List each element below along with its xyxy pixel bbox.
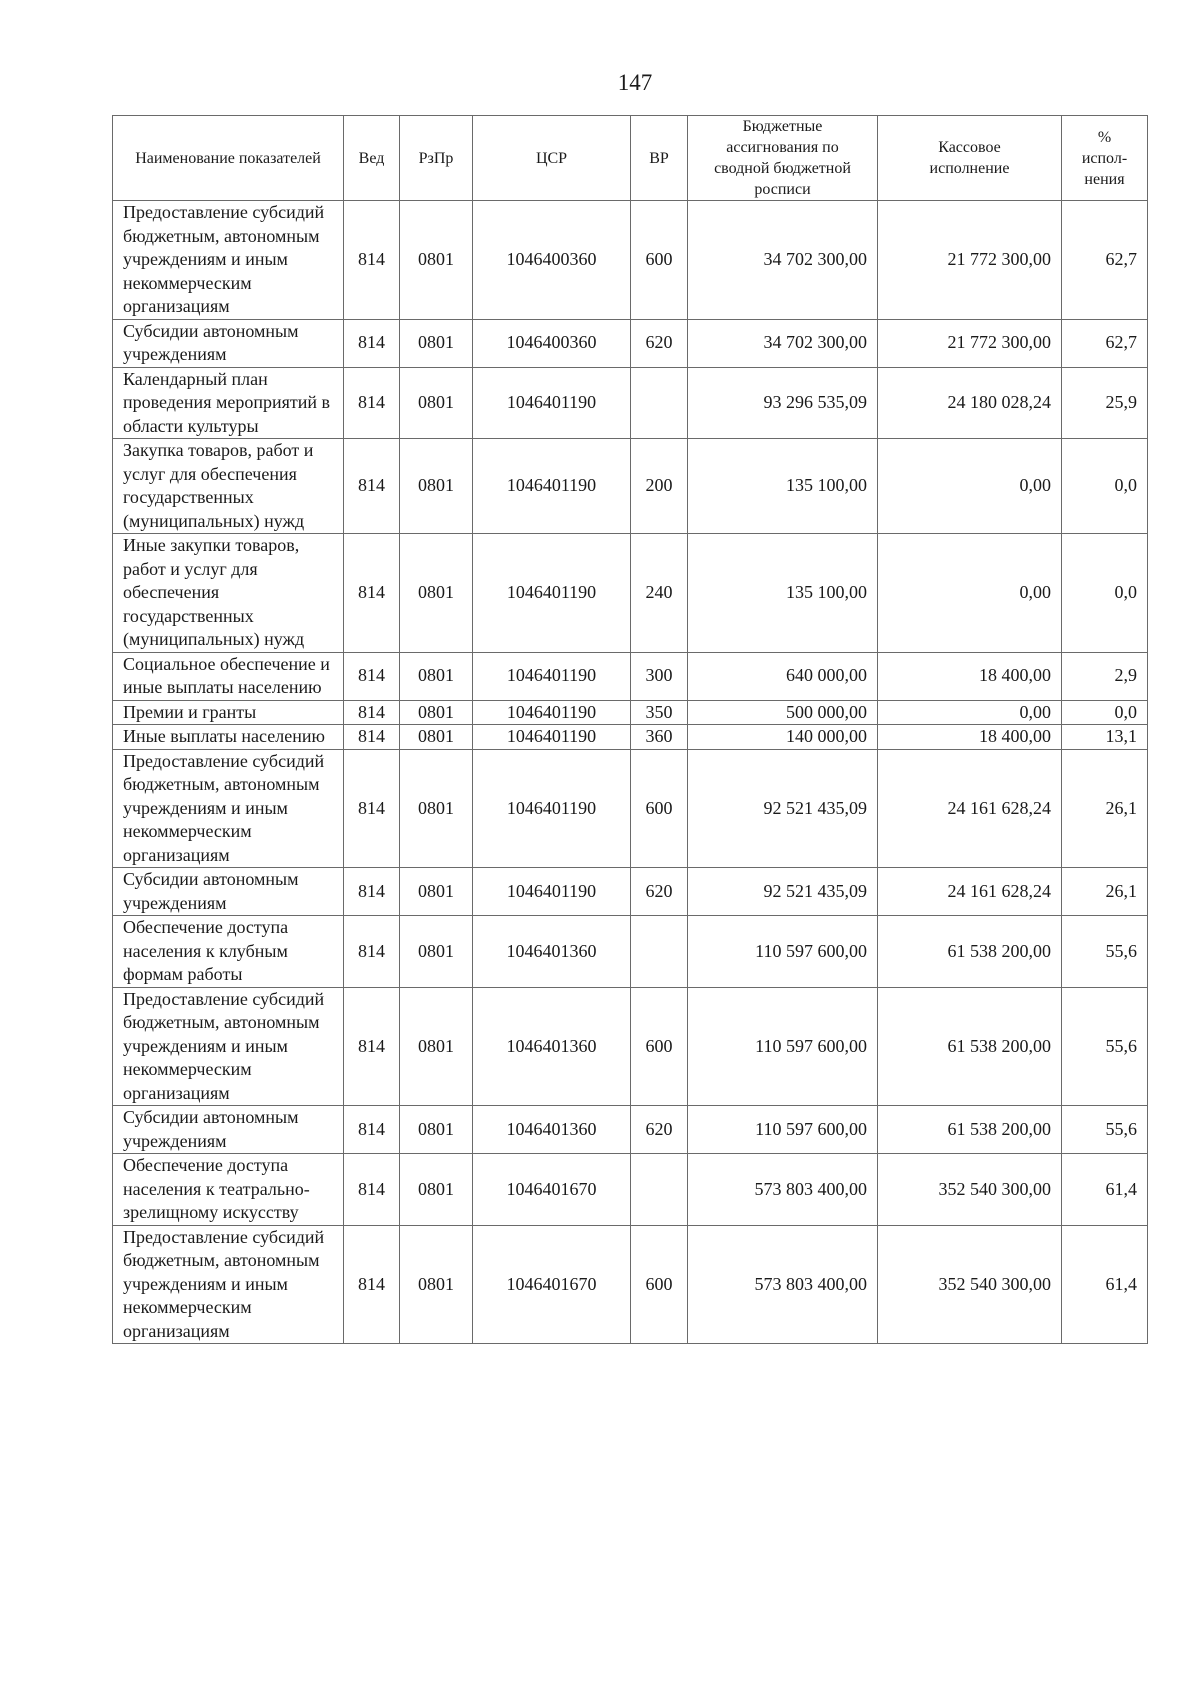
row-vr: 620	[631, 319, 688, 367]
row-cash: 352 540 300,00	[878, 1154, 1062, 1226]
header-budget: Бюджетные ассигнования по сводной бюджетной росписи	[688, 116, 878, 201]
row-name: Иные выплаты населению	[113, 725, 344, 750]
row-vr: 600	[631, 1225, 688, 1344]
row-ved: 814	[344, 439, 400, 534]
header-vr: ВР	[631, 116, 688, 201]
row-budget: 93 296 535,09	[688, 367, 878, 439]
row-ved: 814	[344, 749, 400, 868]
row-name: Предоставление субсидий бюджетным, автономным учреждениям и иным некоммерческим организациям	[113, 987, 344, 1106]
row-percent: 62,7	[1062, 319, 1148, 367]
row-ved: 814	[344, 987, 400, 1106]
row-rzpr: 0801	[400, 1154, 473, 1226]
row-vr: 350	[631, 700, 688, 725]
row-ved: 814	[344, 868, 400, 916]
header-cash: Кассовое исполнение	[878, 116, 1062, 201]
row-ved: 814	[344, 319, 400, 367]
row-cash: 61 538 200,00	[878, 916, 1062, 988]
row-ved: 814	[344, 725, 400, 750]
row-cash: 18 400,00	[878, 725, 1062, 750]
header-name: Наименование показателей	[113, 116, 344, 201]
row-percent: 26,1	[1062, 749, 1148, 868]
table-row	[113, 868, 1148, 916]
table-row	[113, 201, 1148, 320]
row-percent: 0,0	[1062, 439, 1148, 534]
row-cash: 0,00	[878, 534, 1062, 653]
row-cash: 21 772 300,00	[878, 201, 1062, 320]
row-csr: 1046401190	[473, 534, 631, 653]
row-name: Субсидии автономным учреждениям	[113, 1106, 344, 1154]
row-csr: 1046400360	[473, 201, 631, 320]
row-ved: 814	[344, 700, 400, 725]
row-rzpr: 0801	[400, 868, 473, 916]
row-rzpr: 0801	[400, 1106, 473, 1154]
row-vr	[631, 916, 688, 988]
row-ved: 814	[344, 1225, 400, 1344]
row-ved: 814	[344, 652, 400, 700]
row-budget: 34 702 300,00	[688, 201, 878, 320]
row-cash: 0,00	[878, 439, 1062, 534]
row-rzpr: 0801	[400, 1225, 473, 1344]
row-percent: 55,6	[1062, 1106, 1148, 1154]
table-row	[113, 916, 1148, 988]
row-budget: 110 597 600,00	[688, 1106, 878, 1154]
row-csr: 1046401190	[473, 868, 631, 916]
row-vr: 360	[631, 725, 688, 750]
table-row	[113, 652, 1148, 700]
header-ved: Вед	[344, 116, 400, 201]
header-csr: ЦСР	[473, 116, 631, 201]
row-rzpr: 0801	[400, 749, 473, 868]
row-percent: 0,0	[1062, 700, 1148, 725]
row-budget: 92 521 435,09	[688, 749, 878, 868]
row-ved: 814	[344, 534, 400, 653]
row-budget: 135 100,00	[688, 534, 878, 653]
row-name: Премии и гранты	[113, 700, 344, 725]
row-csr: 1046401670	[473, 1225, 631, 1344]
table-row	[113, 725, 1148, 750]
row-budget: 140 000,00	[688, 725, 878, 750]
row-csr: 1046401360	[473, 987, 631, 1106]
row-name: Календарный план проведения мероприятий в области культуры	[113, 367, 344, 439]
row-ved: 814	[344, 367, 400, 439]
row-csr: 1046401190	[473, 367, 631, 439]
row-percent: 55,6	[1062, 987, 1148, 1106]
row-cash: 24 161 628,24	[878, 868, 1062, 916]
row-budget: 110 597 600,00	[688, 987, 878, 1106]
row-name: Предоставление субсидий бюджетным, автономным учреждениям и иным некоммерческим организациям	[113, 201, 344, 320]
table-row	[113, 700, 1148, 725]
row-name: Обеспечение доступа населения к театрально-зрелищному искусству	[113, 1154, 344, 1226]
row-vr: 620	[631, 1106, 688, 1154]
row-rzpr: 0801	[400, 987, 473, 1106]
row-cash: 18 400,00	[878, 652, 1062, 700]
row-cash: 352 540 300,00	[878, 1225, 1062, 1344]
header-percent: % испол-нения	[1062, 116, 1148, 201]
row-vr: 620	[631, 868, 688, 916]
row-budget: 573 803 400,00	[688, 1154, 878, 1226]
header-row	[113, 116, 1148, 201]
row-cash: 24 180 028,24	[878, 367, 1062, 439]
row-cash: 61 538 200,00	[878, 1106, 1062, 1154]
row-csr: 1046400360	[473, 319, 631, 367]
row-budget: 110 597 600,00	[688, 916, 878, 988]
row-ved: 814	[344, 1106, 400, 1154]
row-name: Обеспечение доступа населения к клубным формам работы	[113, 916, 344, 988]
row-percent: 2,9	[1062, 652, 1148, 700]
row-vr: 600	[631, 987, 688, 1106]
row-rzpr: 0801	[400, 700, 473, 725]
row-csr: 1046401360	[473, 1106, 631, 1154]
table-row	[113, 534, 1148, 653]
table-row	[113, 1154, 1148, 1226]
row-percent: 26,1	[1062, 868, 1148, 916]
row-rzpr: 0801	[400, 652, 473, 700]
row-percent: 0,0	[1062, 534, 1148, 653]
row-cash: 61 538 200,00	[878, 987, 1062, 1106]
table-row	[113, 1225, 1148, 1344]
table-row	[113, 749, 1148, 868]
row-csr: 1046401190	[473, 725, 631, 750]
row-rzpr: 0801	[400, 916, 473, 988]
row-csr: 1046401190	[473, 439, 631, 534]
row-percent: 25,9	[1062, 367, 1148, 439]
page-number: 147	[617, 70, 653, 95]
row-rzpr: 0801	[400, 725, 473, 750]
row-budget: 135 100,00	[688, 439, 878, 534]
row-percent: 62,7	[1062, 201, 1148, 320]
row-vr: 200	[631, 439, 688, 534]
row-csr: 1046401190	[473, 700, 631, 725]
row-percent: 13,1	[1062, 725, 1148, 750]
row-rzpr: 0801	[400, 201, 473, 320]
row-budget: 34 702 300,00	[688, 319, 878, 367]
row-name: Иные закупки товаров, работ и услуг для обеспечения государственных (муниципальных) нужд	[113, 534, 344, 653]
row-budget: 500 000,00	[688, 700, 878, 725]
row-cash: 24 161 628,24	[878, 749, 1062, 868]
row-ved: 814	[344, 916, 400, 988]
row-rzpr: 0801	[400, 439, 473, 534]
row-name: Предоставление субсидий бюджетным, автономным учреждениям и иным некоммерческим организациям	[113, 1225, 344, 1344]
row-cash: 21 772 300,00	[878, 319, 1062, 367]
budget-table	[112, 115, 1148, 1344]
row-csr: 1046401190	[473, 652, 631, 700]
row-percent: 61,4	[1062, 1154, 1148, 1226]
row-percent: 55,6	[1062, 916, 1148, 988]
row-vr: 300	[631, 652, 688, 700]
row-csr: 1046401670	[473, 1154, 631, 1226]
row-vr	[631, 367, 688, 439]
row-csr: 1046401360	[473, 916, 631, 988]
table-row	[113, 987, 1148, 1106]
row-vr: 240	[631, 534, 688, 653]
table-row	[113, 367, 1148, 439]
row-ved: 814	[344, 201, 400, 320]
row-cash: 0,00	[878, 700, 1062, 725]
table-row	[113, 1106, 1148, 1154]
row-vr	[631, 1154, 688, 1226]
row-rzpr: 0801	[400, 534, 473, 653]
table-row	[113, 439, 1148, 534]
row-name: Предоставление субсидий бюджетным, автономным учреждениям и иным некоммерческим организациям	[113, 749, 344, 868]
row-vr: 600	[631, 749, 688, 868]
row-rzpr: 0801	[400, 367, 473, 439]
row-name: Социальное обеспечение и иные выплаты населению	[113, 652, 344, 700]
row-name: Субсидии автономным учреждениям	[113, 319, 344, 367]
table-row	[113, 319, 1148, 367]
row-name: Закупка товаров, работ и услуг для обеспечения государственных (муниципальных) нужд	[113, 439, 344, 534]
row-name: Субсидии автономным учреждениям	[113, 868, 344, 916]
row-rzpr: 0801	[400, 319, 473, 367]
row-budget: 573 803 400,00	[688, 1225, 878, 1344]
row-vr: 600	[631, 201, 688, 320]
header-rzpr: РзПр	[400, 116, 473, 201]
row-csr: 1046401190	[473, 749, 631, 868]
row-ved: 814	[344, 1154, 400, 1226]
row-budget: 92 521 435,09	[688, 868, 878, 916]
row-percent: 61,4	[1062, 1225, 1148, 1344]
row-budget: 640 000,00	[688, 652, 878, 700]
